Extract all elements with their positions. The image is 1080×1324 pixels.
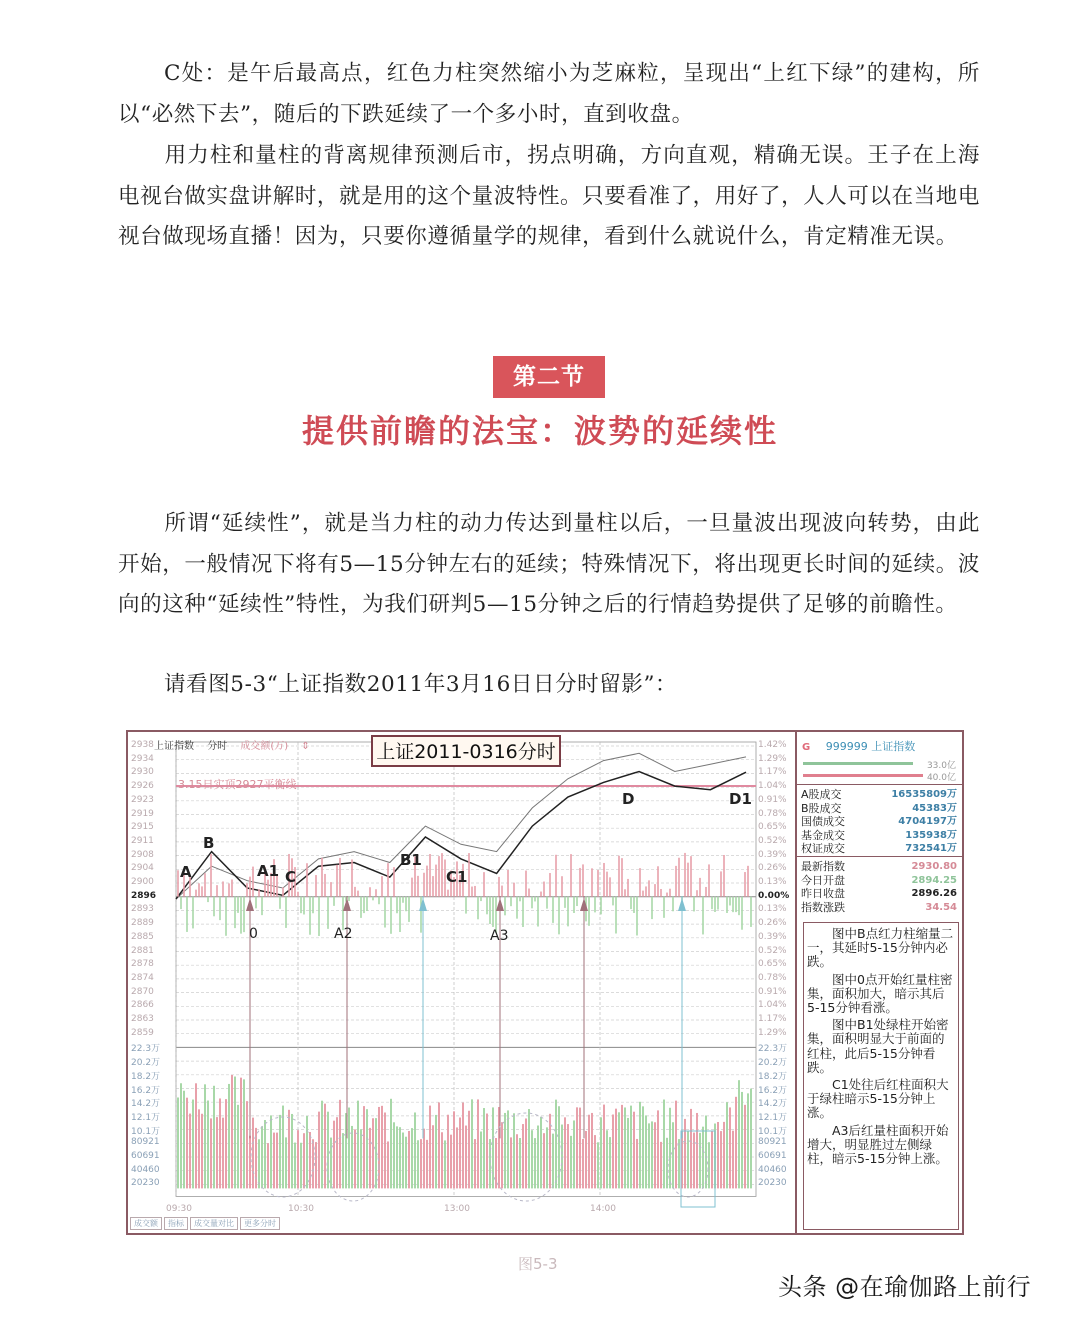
label-A3: A3 (490, 928, 509, 944)
label-D: D (622, 790, 635, 808)
section-title: 提供前瞻的法宝：波势的延续性 (301, 412, 778, 450)
quote-row: 昨日收盘 2896.26 (801, 887, 957, 900)
y-tick-left: 2926 (131, 781, 154, 792)
y-tick-left: 2934 (131, 753, 154, 764)
annotation-note: 图中0点开始红量柱密集，面积加大，暗示其后5-15分钟看涨。 (807, 971, 953, 1016)
annotation-note: C1处往后红柱面积大于绿柱暗示5-15分钟上涨。 (807, 1077, 949, 1121)
paragraph-continuity (118, 504, 980, 626)
paragraph-text: 所谓“延续性”，就是当力柱的动力传达到量柱以后，一旦量波出现波向转势，由此开始，一般情况下将有5—15分钟左右的延续；特殊情况下，将出现更长时间的延续。波向的这种“延续性”特性，为我们研判5—15分钟之后的行情趋势提供了足够的前瞻性。 (118, 511, 980, 617)
y-tick-right: 0.65% (758, 822, 787, 833)
intraday-chart-figure (126, 730, 964, 1235)
y-tick-right: 0.91% (758, 986, 787, 997)
paragraph-figure-intro (118, 665, 980, 706)
chart-mode: 分时 (207, 741, 228, 752)
chart-header (154, 737, 320, 752)
paragraph-text: 请看图5-3“上证指数2011年3月16日日分时留影”： (164, 672, 678, 697)
chart-title-box: 上证2011-0316分时 (371, 735, 561, 767)
annotation-notes (803, 922, 959, 1230)
bottom-tab[interactable]: 成交额 (130, 1217, 162, 1230)
y-tick-left: 2870 (131, 986, 154, 997)
y-tick-left: 40460 (131, 1164, 160, 1175)
y-tick-left: 20230 (131, 1178, 160, 1189)
quote-row: 今日开盘 2894.25 (801, 873, 957, 887)
turnover-row: 基金成交 135938万 (801, 828, 957, 842)
y-tick-left: 60691 (131, 1151, 160, 1161)
y-tick-left: 2878 (131, 959, 154, 970)
y-tick-left: 2911 (131, 835, 154, 846)
toggle-arrow-icon[interactable]: ⇕ (301, 741, 310, 752)
y-tick-left: 2915 (131, 822, 154, 833)
label-O: 0 (249, 926, 258, 942)
y-tick-left: 22.3万 (131, 1044, 161, 1055)
y-tick-right: 0.39% (758, 931, 787, 942)
y-tick-right: 40460 (758, 1164, 787, 1175)
y-tick-right: 10.1万 (758, 1126, 788, 1137)
quote-row: 指数涨跌 34.54 (801, 900, 957, 914)
y-tick-left: 10.1万 (131, 1126, 161, 1137)
paragraph-text: C处：是午后最高点，红色力柱突然缩小为芝麻粒，呈现出“上红下绿”的建构，所以“必然下去”，随后的下跌延续了一个多小时，直到收盘。 (118, 61, 980, 127)
turnover-row: 国债成交 4704197万 (801, 815, 957, 828)
y-tick-left: 2863 (131, 1014, 154, 1024)
annotation-note: A3后红量柱面积开始增大，明显胜过左侧绿柱，暗示5-15分钟上涨。 (807, 1122, 949, 1167)
y-tick-right: 0.65% (758, 959, 787, 970)
y-tick-right: 20230 (758, 1178, 787, 1189)
y-tick-right: 0.00% (758, 890, 790, 901)
intraday-chart (128, 732, 795, 1233)
bar-cap-1: 33.0亿 (926, 761, 956, 771)
stock-code: 999999 (825, 740, 868, 753)
turnover-row: A股成交 16535809万 (801, 788, 957, 801)
y-tick-right: 1.04% (758, 781, 787, 792)
quote-row: 最新指数 2930.80 (801, 860, 957, 873)
y-tick-right: 1.04% (758, 1000, 787, 1011)
y-tick-left: 18.2万 (131, 1071, 161, 1082)
bottom-tab[interactable]: 指标 (164, 1217, 188, 1230)
y-tick-right: 1.17% (758, 1014, 787, 1024)
y-tick-right: 1.17% (758, 767, 787, 778)
y-tick-right: 0.91% (758, 794, 787, 805)
annotation-note: 图中B1处绿柱开始密集，面积明显大于前面的红柱，此后5-15分钟看跌。 (807, 1017, 949, 1075)
y-tick-right: 0.52% (758, 945, 787, 956)
y-tick-right: 16.2万 (758, 1085, 788, 1096)
y-tick-left: 16.2万 (131, 1085, 161, 1096)
divider (797, 856, 962, 857)
y-tick-left: 2904 (131, 863, 154, 874)
y-tick-left: 12.1万 (131, 1112, 161, 1123)
annotation-note: 图中B点红力柱缩量二一，其延时5-15分钟内必跌。 (807, 926, 954, 970)
y-tick-left: 2896 (131, 890, 157, 901)
y-tick-right: 0.13% (758, 904, 787, 915)
label-D1: D1 (729, 790, 752, 808)
volume-bar-red (803, 774, 923, 777)
y-tick-right: 1.29% (758, 1027, 787, 1038)
x-tick: 10:30 (288, 1204, 314, 1214)
y-tick-left: 2893 (131, 904, 154, 915)
y-tick-left: 2900 (131, 877, 154, 887)
balance-line-note: 3.15日实顶2927平衡线 (178, 778, 297, 791)
y-tick-left: 80921 (131, 1137, 160, 1148)
y-tick-right: 18.2万 (758, 1071, 788, 1082)
stock-name: 上证指数 (871, 740, 916, 753)
y-tick-right: 0.78% (758, 808, 787, 819)
y-tick-right: 80921 (758, 1137, 787, 1148)
label-A2: A2 (334, 926, 353, 942)
y-tick-left: 2881 (131, 945, 154, 956)
stock-code-row (802, 738, 915, 754)
y-tick-right: 0.52% (758, 835, 787, 846)
y-tick-left: 2919 (131, 808, 154, 819)
y-tick-right: 14.2万 (758, 1099, 788, 1110)
y-tick-left: 2938 (131, 740, 154, 750)
y-tick-left: 2923 (131, 794, 154, 805)
label-B1: B1 (400, 851, 422, 869)
y-tick-right: 0.39% (758, 849, 787, 860)
y-tick-left: 20.2万 (131, 1058, 161, 1069)
bottom-tab[interactable]: 成交量对比 (190, 1217, 238, 1230)
y-tick-right: 0.13% (758, 877, 787, 887)
y-tick-left: 14.2万 (131, 1099, 161, 1110)
volume-bar-green (803, 762, 913, 765)
x-tick: 09:30 (166, 1204, 192, 1214)
y-tick-right: 0.78% (758, 972, 787, 983)
y-tick-left: 2859 (131, 1027, 154, 1038)
y-tick-right: 12.1万 (758, 1112, 788, 1123)
turnover-row: B股成交 45383万 (801, 801, 957, 815)
paragraph-c-point (118, 54, 980, 135)
x-tick: 13:00 (444, 1204, 470, 1214)
y-tick-left: 2885 (131, 931, 154, 942)
label-C1: C1 (446, 868, 468, 886)
label-A: A (180, 863, 192, 881)
y-tick-left: 2908 (131, 849, 154, 860)
y-tick-right: 0.26% (758, 863, 787, 874)
watermark: 头条 @在瑜伽路上前行 (778, 1273, 1032, 1301)
y-tick-left: 2874 (131, 972, 154, 983)
flag-badge: G (802, 742, 811, 753)
y-tick-left: 2866 (131, 1000, 154, 1011)
paragraph-divergence (118, 136, 980, 258)
chart-index-name: 上证指数 (154, 741, 194, 752)
quote-sidebar (795, 732, 964, 1233)
y-tick-right: 0.26% (758, 918, 787, 929)
bottom-tabs (130, 1217, 282, 1230)
figure-caption: 图5-3 (518, 1255, 558, 1273)
y-tick-right: 1.42% (758, 740, 787, 750)
y-tick-right: 1.29% (758, 753, 787, 764)
bottom-tab[interactable]: 更多分时 (240, 1217, 280, 1230)
divider (797, 784, 962, 785)
x-tick: 14:00 (590, 1204, 616, 1214)
paragraph-text: 用力柱和量柱的背离规律预测后市，拐点明确，方向直观，精确无误。王子在上海电视台做实盘讲解时，就是用的这个量波特性。只要看准了，用好了，人人可以在当地电视台做现场直播！因为，只要你遵循量学的规律，看到什么就说什么，肯定精准无误。 (118, 143, 980, 249)
y-tick-right: 22.3万 (758, 1044, 788, 1055)
section-badge: 第二节 (493, 356, 605, 398)
y-tick-left: 2930 (131, 767, 154, 778)
label-A1: A1 (257, 862, 280, 880)
chart-amount-label[interactable]: 成交额(万) (240, 741, 289, 752)
label-B: B (203, 834, 215, 852)
y-tick-right: 20.2万 (758, 1058, 788, 1069)
bar-cap-2: 40.0亿 (926, 773, 956, 783)
turnover-row: 权证成交 732541万 (801, 842, 957, 855)
label-C: C (285, 868, 297, 886)
y-tick-left: 2889 (131, 918, 154, 929)
y-tick-right: 60691 (758, 1151, 787, 1161)
